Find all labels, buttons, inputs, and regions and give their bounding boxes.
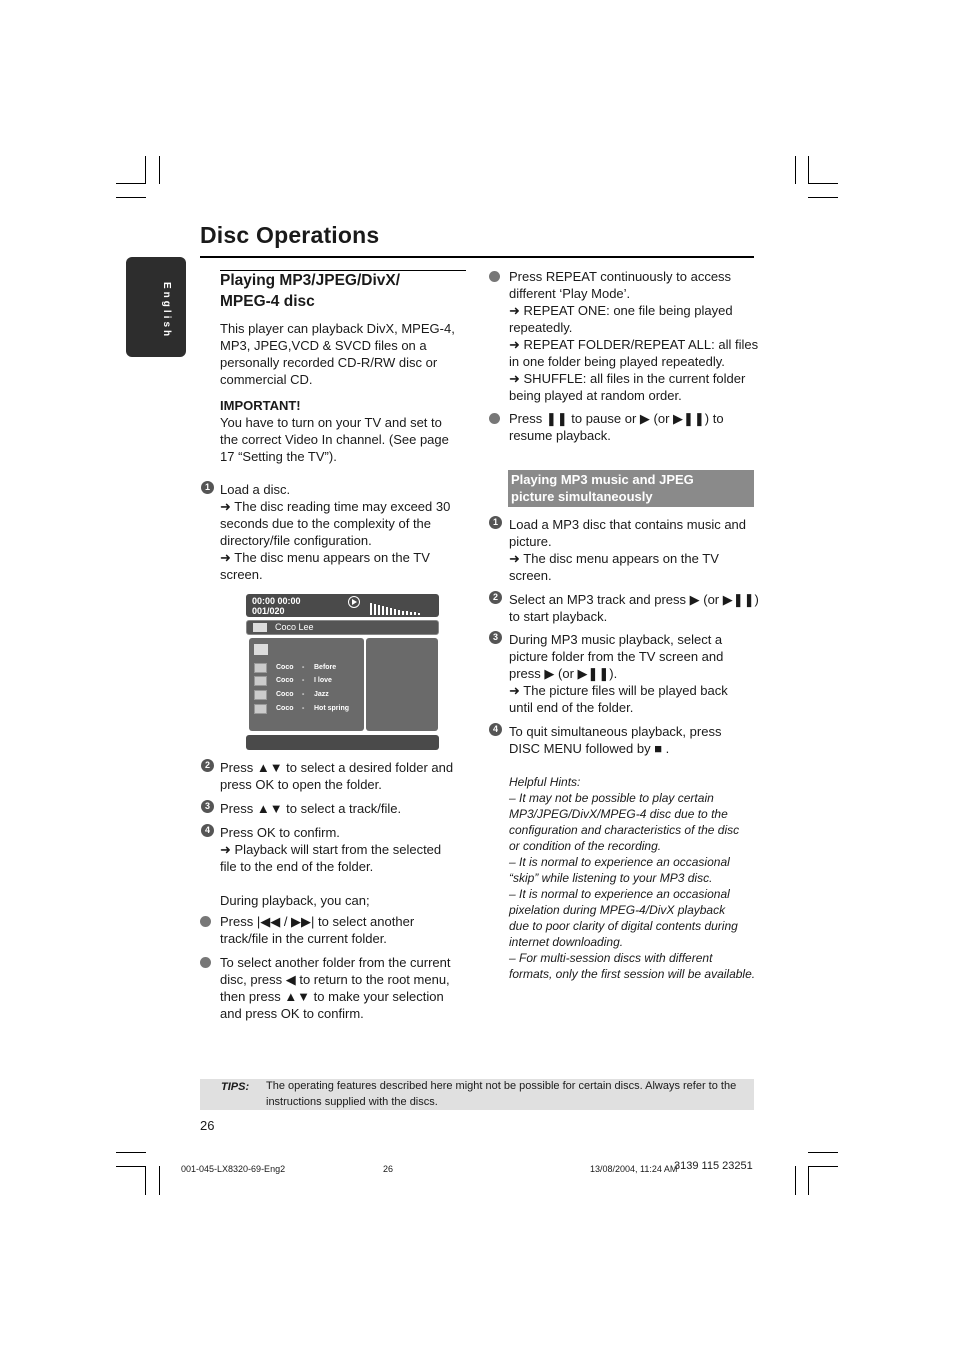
crop-mark: [795, 1166, 796, 1195]
crop-mark: [159, 156, 160, 184]
screen-count: 001/020: [252, 606, 285, 616]
mp3-step-4: To quit simultaneous playback, press DISC MENU followed by ■ .: [509, 724, 722, 756]
play-icon: [348, 596, 360, 608]
folder-up-icon: [254, 644, 268, 655]
crop-mark: [116, 183, 146, 184]
list-item: Coco - Hot spring: [254, 704, 364, 716]
page-number: 26: [200, 1118, 215, 1133]
file-icon: [254, 676, 267, 686]
screen-folder-name: Coco Lee: [275, 622, 314, 632]
during-playback-label: During playback, you can;: [220, 893, 370, 908]
section-heading: Playing MP3/JPEG/DivX/ MPEG-4 disc: [220, 272, 401, 310]
bullet-icon: [489, 413, 500, 424]
bullet-icon: [200, 916, 211, 927]
level-meter-icon: [370, 603, 428, 615]
step-number-3: 3: [201, 800, 214, 813]
file-icon: [254, 704, 267, 714]
crop-mark: [808, 183, 838, 184]
list-item: Coco - Before: [254, 663, 364, 675]
folder-icon: [253, 623, 267, 632]
step-number-2: 2: [489, 591, 502, 604]
step-2: Press ▲▼ to select a desired folder and press OK to open the folder.: [220, 760, 454, 792]
crop-mark: [159, 1166, 160, 1195]
footer-file-id: 001-045-LX8320-69-Eng2: [181, 1164, 286, 1174]
crop-mark: [116, 1166, 146, 1167]
step-4: Press OK to confirm. ➜ Playback will start from the selected file to the end of the folder.: [220, 825, 442, 874]
step-3: Press ▲▼ to select a track/file.: [220, 801, 402, 816]
bullet-select-track: Press |◀◀ / ▶▶| to select another track/file in the current folder.: [220, 914, 415, 946]
bullet-icon: [200, 957, 211, 968]
bullet-select-folder: To select another folder from the current disc, press ◀ to return to the root menu, then press ▲▼ to make your selection and press OK to confirm.: [220, 955, 451, 1021]
tv-screen-illustration: [246, 594, 439, 750]
footer-code: 3139 115 23251: [674, 1160, 753, 1172]
language-tab: [126, 257, 186, 357]
important-note: IMPORTANT! You have to turn on your TV and set to the correct Video In channel. (See page 17 “Setting the TV”).: [220, 398, 449, 464]
list-item: Coco - Jazz: [254, 690, 364, 702]
footer-page: 26: [383, 1164, 394, 1174]
screen-time: 00:00 00:00: [252, 596, 301, 606]
crop-mark: [808, 156, 809, 184]
pause-instructions: Press ❚❚ to pause or ▶ (or ▶❚❚) to resume playback.: [509, 411, 724, 443]
tips-label: TIPS:: [221, 1081, 250, 1093]
intro-paragraph: This player can playback DivX, MPEG-4, MP3, JPEG,VCD & SVCD files on a personally recorded CD-R/RW disc or commercial CD.: [220, 321, 455, 387]
mp3-step-1: Load a MP3 disc that contains music and picture. ➜ The disc menu appears on the TV screen.: [509, 517, 747, 583]
list-item: Coco - I love: [254, 676, 364, 688]
step-number-1: 1: [489, 516, 502, 529]
step-number-2: 2: [201, 759, 214, 772]
screen-preview-pane: [366, 638, 438, 731]
crop-mark: [808, 1152, 838, 1153]
crop-mark: [808, 1166, 809, 1195]
crop-mark: [808, 1166, 838, 1167]
title-divider: [200, 256, 754, 258]
screen-file-list: [249, 638, 364, 731]
crop-mark: [116, 1152, 146, 1153]
tips-text: The operating features described here might not be possible for certain discs. Always refer to the instructions supplied with the discs.: [266, 1080, 737, 1108]
bullet-icon: [489, 271, 500, 282]
crop-mark: [116, 197, 146, 198]
crop-mark: [145, 156, 146, 184]
step-1: Load a disc. ➜ The disc reading time may exceed 30 seconds due to the complexity of the directory/file configuration. ➜ The disc menu appears on the TV screen.: [220, 482, 451, 582]
language-tab-label: English: [161, 282, 172, 340]
step-number-4: 4: [201, 824, 214, 837]
screen-folder-bar: [246, 620, 439, 635]
step-number-1: 1: [201, 481, 214, 494]
section-banner: Playing MP3 music and JPEG picture simultaneously: [508, 470, 754, 507]
crop-mark: [145, 1166, 146, 1195]
crop-mark: [808, 197, 838, 198]
mp3-step-3: During MP3 music playback, select a picture folder from the TV screen and press ▶ (or ▶❚❚). ➜ The picture files will be played back until end of the folder.: [509, 632, 728, 715]
file-icon: [254, 690, 267, 700]
step-number-4: 4: [489, 723, 502, 736]
helpful-hints: Helpful Hints: – It may not be possible to play certain MP3/JPEG/DivX/MPEG-4 disc due to the configuration and characteristics of the disc or condition of the recording. – It is normal to experience an occasional “skip” while listening to your MP3 disc. – It is normal to experience an occasional pixelation during MPEG-4/DivX playback due to poor clarity of digital contents during internet downloading. – For multi-session discs with different formats, only the first session will be available.: [509, 775, 756, 981]
page-title: Disc Operations: [200, 222, 380, 248]
file-icon: [254, 663, 267, 673]
crop-mark: [795, 156, 796, 184]
step-number-3: 3: [489, 631, 502, 644]
screen-status-bar: [246, 594, 439, 617]
screen-bottom-bar: [246, 735, 439, 750]
repeat-instructions: Press REPEAT continuously to access different ‘Play Mode’. ➜ REPEAT ONE: one file being played repeatedly. ➜ REPEAT FOLDER/REPEAT ALL: all files in one folder being played repeatedly. ➜ SHUFFLE: all files in the current folder being played at random order.: [509, 269, 759, 403]
mp3-step-2: Select an MP3 track and press ▶ (or ▶❚❚) to start playback.: [509, 592, 759, 624]
footer-date: 13/08/2004, 11:24 AM: [590, 1164, 678, 1174]
